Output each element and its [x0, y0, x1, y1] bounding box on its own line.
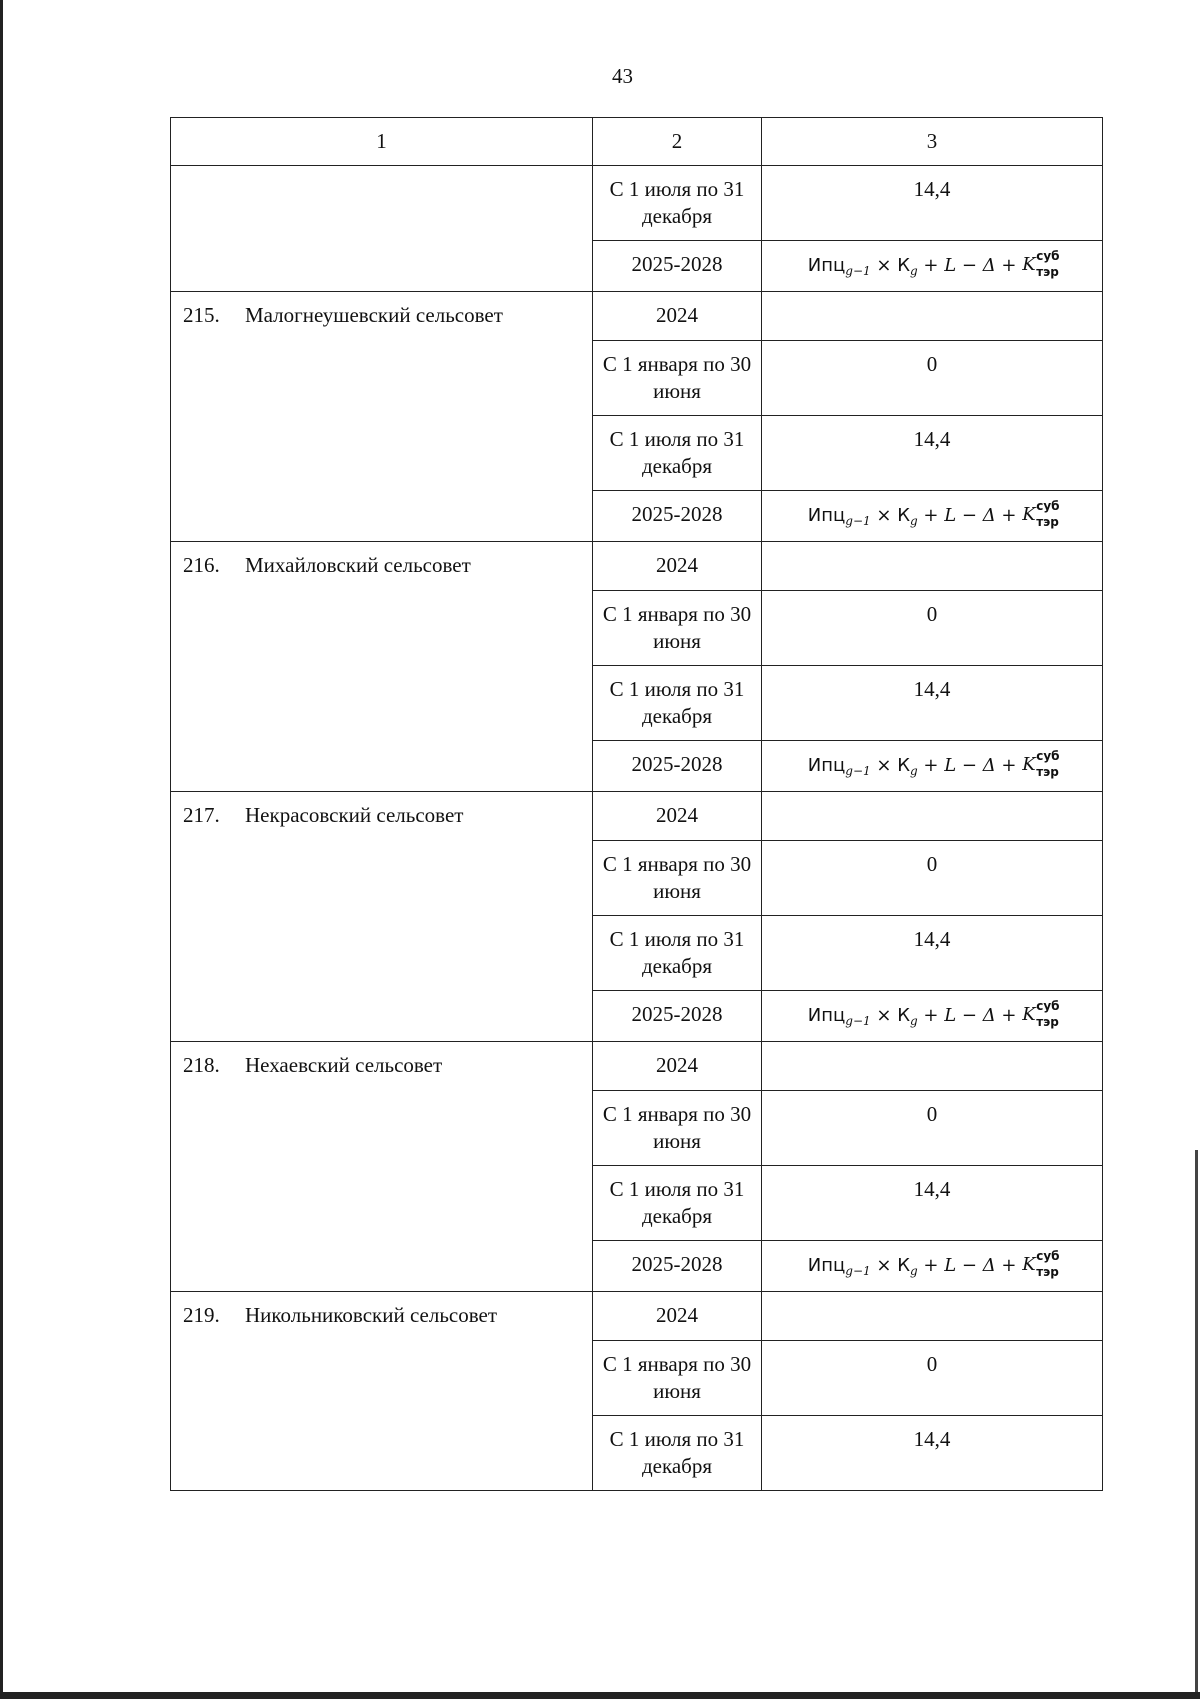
formula-kt: [1022, 249, 1060, 279]
settlement-name: Никольниковский сельсовет: [245, 1303, 498, 1327]
settlement-name: Некрасовский сельсовет: [245, 803, 464, 827]
tariff-table-body: [171, 118, 1103, 1491]
formula-rest: + L − Δ +: [923, 755, 1023, 776]
formula-k: К: [897, 1005, 910, 1026]
period-cell: 2024: [593, 1292, 762, 1341]
period-cell: 2024: [593, 792, 762, 841]
period-cell: С 1 января по 30 июня: [593, 841, 762, 916]
header-row: [171, 118, 1103, 166]
formula-kt: [1022, 499, 1060, 529]
tariff-formula: [807, 999, 1060, 1029]
formula-kt-sub: тэр: [1036, 265, 1059, 279]
scan-edge-bottom: [0, 1692, 1200, 1699]
value-cell: [762, 241, 1103, 292]
settlement-cell: [171, 792, 593, 1042]
formula-k-sub: g: [909, 514, 918, 528]
settlement-cell: [171, 542, 593, 792]
value-cell: 0: [762, 1091, 1103, 1166]
period-cell: С 1 июля по 31 декабря: [593, 1166, 762, 1241]
formula-kt-sup: суб: [1036, 749, 1060, 763]
period-cell: 2025-2028: [593, 491, 762, 542]
tariff-formula: [807, 1249, 1060, 1279]
period-cell: 2025-2028: [593, 991, 762, 1042]
period-cell: С 1 июля по 31 декабря: [593, 166, 762, 241]
formula-times: ×: [876, 255, 892, 276]
value-cell: 14,4: [762, 916, 1103, 991]
value-cell: [762, 741, 1103, 792]
formula-kt: [1022, 1249, 1060, 1279]
formula-kt-letter: K: [1022, 754, 1036, 775]
period-cell: С 1 июля по 31 декабря: [593, 666, 762, 741]
value-cell: [762, 1042, 1103, 1091]
value-cell: 14,4: [762, 416, 1103, 491]
table-row: [171, 166, 1103, 241]
settlement-name: Нехаевский сельсовет: [245, 1053, 443, 1077]
table-row: [171, 542, 1103, 591]
period-cell: 2024: [593, 292, 762, 341]
period-cell: С 1 января по 30 июня: [593, 1091, 762, 1166]
table-row: [171, 1292, 1103, 1341]
value-cell: 14,4: [762, 166, 1103, 241]
formula-kt-sub: тэр: [1036, 765, 1059, 779]
formula-times: ×: [876, 1255, 892, 1276]
formula-times: ×: [876, 1005, 892, 1026]
tariff-formula: [807, 749, 1060, 779]
formula-k-sub: g: [909, 764, 918, 778]
period-cell: С 1 июля по 31 декабря: [593, 416, 762, 491]
formula-times: ×: [876, 755, 892, 776]
period-cell: 2025-2028: [593, 1241, 762, 1292]
formula-ipc-sub: g−1: [845, 264, 871, 278]
settlement-cell: [171, 1292, 593, 1491]
period-cell: С 1 июля по 31 декабря: [593, 916, 762, 991]
name-cell-empty: [171, 166, 593, 292]
settlement-cell: [171, 1042, 593, 1292]
header-cell-2: 2: [593, 118, 762, 166]
formula-rest: + L − Δ +: [923, 1255, 1023, 1276]
formula-kt-letter: K: [1022, 1254, 1036, 1275]
formula-ipc: Ипц: [807, 505, 846, 526]
value-cell: [762, 1241, 1103, 1292]
settlement-number: 215.: [183, 303, 220, 327]
period-cell: 2025-2028: [593, 741, 762, 792]
formula-kt-letter: K: [1022, 504, 1036, 525]
formula-kt-sup: суб: [1036, 499, 1060, 513]
value-cell: 14,4: [762, 1416, 1103, 1491]
table-row: [171, 1042, 1103, 1091]
value-cell: 0: [762, 841, 1103, 916]
formula-k: К: [897, 255, 910, 276]
formula-kt-sub: тэр: [1036, 1265, 1059, 1279]
table-row: [171, 292, 1103, 341]
tariff-formula: [807, 249, 1060, 279]
value-cell: [762, 542, 1103, 591]
formula-ipc-sub: g−1: [845, 764, 871, 778]
formula-ipc: Ипц: [807, 1005, 846, 1026]
formula-kt-sub: тэр: [1036, 515, 1059, 529]
settlement-number: 218.: [183, 1053, 220, 1077]
period-cell: С 1 января по 30 июня: [593, 1341, 762, 1416]
settlement-name: Михайловский сельсовет: [245, 553, 471, 577]
formula-ipc: Ипц: [807, 255, 846, 276]
formula-ipc-sub: g−1: [845, 1014, 871, 1028]
period-cell: С 1 января по 30 июня: [593, 341, 762, 416]
formula-k-sub: g: [909, 1014, 918, 1028]
page-number: 43: [612, 64, 633, 88]
period-cell: С 1 января по 30 июня: [593, 591, 762, 666]
formula-rest: + L − Δ +: [923, 505, 1023, 526]
value-cell: 0: [762, 591, 1103, 666]
value-cell: [762, 1292, 1103, 1341]
formula-ipc: Ипц: [807, 755, 846, 776]
formula-rest: + L − Δ +: [923, 255, 1023, 276]
value-cell: 0: [762, 1341, 1103, 1416]
value-cell: 14,4: [762, 666, 1103, 741]
period-cell: 2025-2028: [593, 241, 762, 292]
formula-kt-sub: тэр: [1036, 1015, 1059, 1029]
value-cell: [762, 491, 1103, 542]
table-row: [171, 792, 1103, 841]
formula-kt: [1022, 999, 1060, 1029]
settlement-name: Малогнеушевский сельсовет: [245, 303, 503, 327]
formula-times: ×: [876, 505, 892, 526]
tariff-table: [170, 117, 1103, 1491]
value-cell: 14,4: [762, 1166, 1103, 1241]
tariff-formula: [807, 499, 1060, 529]
formula-kt-sup: суб: [1036, 1249, 1060, 1263]
value-cell: [762, 792, 1103, 841]
formula-k-sub: g: [909, 1264, 918, 1278]
settlement-cell: [171, 292, 593, 542]
value-cell: [762, 991, 1103, 1042]
header-cell-1: 1: [171, 118, 593, 166]
formula-k-sub: g: [909, 264, 918, 278]
formula-k: К: [897, 755, 910, 776]
settlement-number: 219.: [183, 1303, 220, 1327]
formula-k: К: [897, 505, 910, 526]
formula-kt-letter: K: [1022, 254, 1036, 275]
formula-k: К: [897, 1255, 910, 1276]
formula-rest: + L − Δ +: [923, 1005, 1023, 1026]
scan-edge-left: [0, 0, 3, 1699]
period-cell: 2024: [593, 542, 762, 591]
formula-ipc-sub: g−1: [845, 514, 871, 528]
formula-kt-sup: суб: [1036, 999, 1060, 1013]
formula-kt: [1022, 749, 1060, 779]
formula-ipc-sub: g−1: [845, 1264, 871, 1278]
period-cell: 2024: [593, 1042, 762, 1091]
value-cell: [762, 292, 1103, 341]
value-cell: 0: [762, 341, 1103, 416]
settlement-number: 216.: [183, 553, 220, 577]
period-cell: С 1 июля по 31 декабря: [593, 1416, 762, 1491]
formula-kt-letter: K: [1022, 1004, 1036, 1025]
scan-edge-right: [1195, 1150, 1198, 1699]
header-cell-3: 3: [762, 118, 1103, 166]
settlement-number: 217.: [183, 803, 220, 827]
formula-ipc: Ипц: [807, 1255, 846, 1276]
formula-kt-sup: суб: [1036, 249, 1060, 263]
